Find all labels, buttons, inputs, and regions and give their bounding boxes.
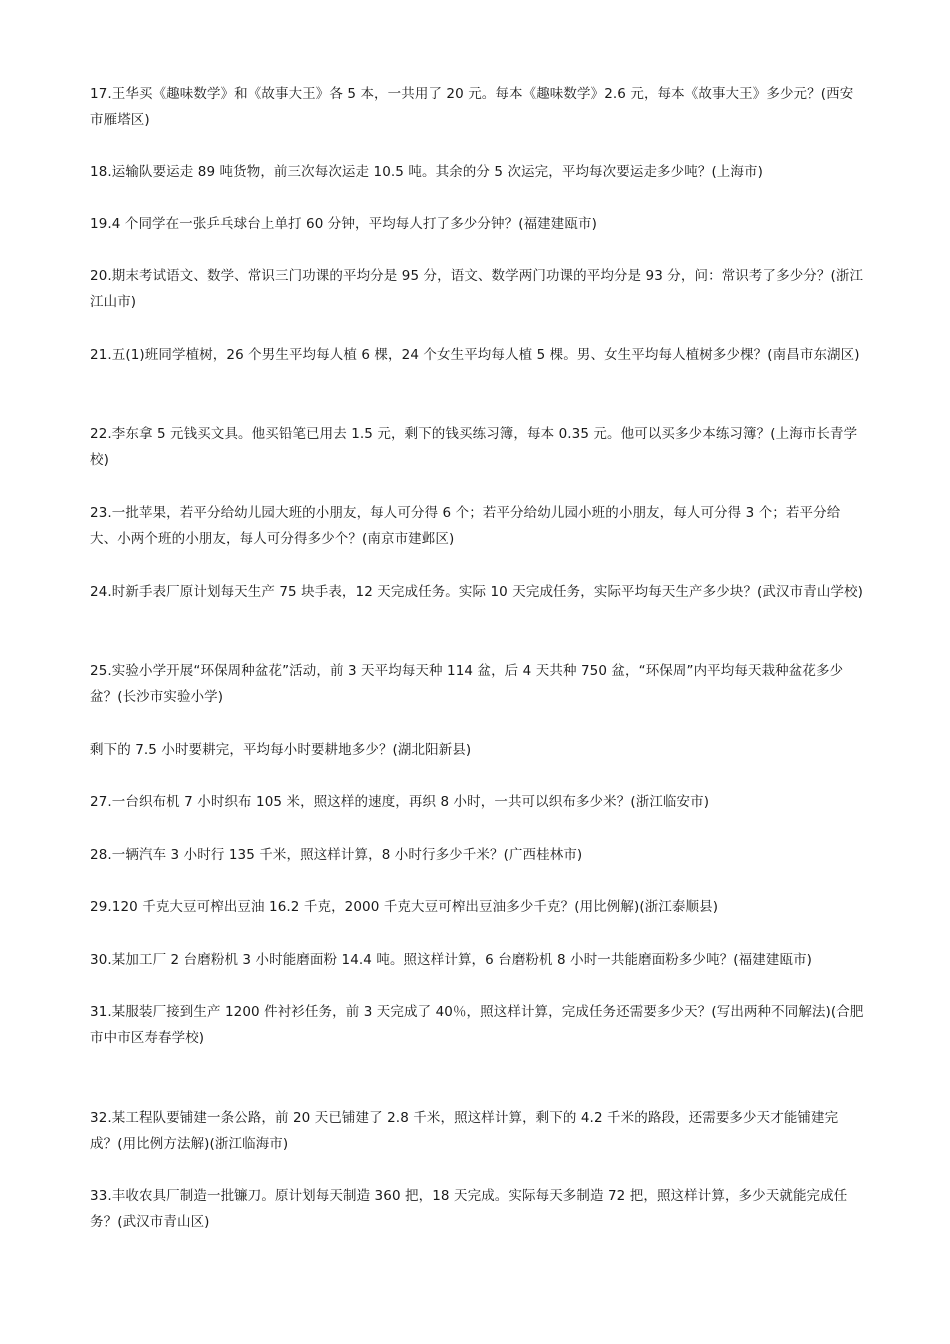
problem-31: 31.某服装厂接到生产 1200 件衬衫任务，前 3 天完成了 40％，照这样计算，完成任务还需要多少天？(写出两种不同解法)(合肥市中市区寿春学校)	[90, 1004, 864, 1046]
problem-23: 23.一批苹果，若平分给幼儿园大班的小朋友，每人可分得 6 个；若平分给幼儿园小班的小朋友，每人可分得 3 个；若平分给大、小两个班的小朋友，每人可分得多少个？(南京市建邺区)	[90, 505, 841, 547]
problem-20: 20.期末考试语文、数学、常识三门功课的平均分是 95 分，语文、数学两门功课的平均分是 93 分，问：常识考了多少分？(浙江江山市)	[90, 268, 864, 310]
problem-29: 29.120 千克大豆可榨出豆油 16.2 千克，2000 千克大豆可榨出豆油多少千克？(用比例解)(浙江泰顺县)	[90, 899, 719, 915]
problem-18: 18.运输队要运走 89 吨货物，前三次每次运走 10.5 吨。其余的分 5 次运完，平均每次要运走多少吨？(上海市)	[90, 164, 763, 180]
problem-19: 19.4 个同学在一张乒乓球台上单打 60 分钟，平均每人打了多少分钟？(福建建瓯市)	[90, 216, 597, 232]
problem-26-fragment: 剩下的 7.5 小时要耕完，平均每小时要耕地多少？(湖北阳新县)	[90, 742, 472, 758]
problem-28: 28.一辆汽车 3 小时行 135 千米，照这样计算，8 小时行多少千米？(广西桂林市)	[90, 847, 583, 863]
problem-33: 33.丰收农具厂制造一批镰刀。原计划每天制造 360 把，18 天完成。实际每天多制造 72 把，照这样计算，多少天就能完成任务？(武汉市青山区)	[90, 1188, 848, 1230]
problem-32: 32.某工程队要铺建一条公路，前 20 天已铺建了 2.8 千米，照这样计算，剩下的 4.2 千米的路段，还需要多少天才能铺建完成？(用比例方法解)(浙江临海市)	[90, 1110, 839, 1152]
problem-25: 25.实验小学开展“环保周种盆花”活动，前 3 天平均每天种 114 盆，后 4 天共种 750 盆，“环保周”内平均每天栽种盆花多少盆？(长沙市实验小学)	[90, 663, 844, 705]
problem-27: 27.一台织布机 7 小时织布 105 米，照这样的速度，再织 8 小时，一共可以织布多少米？(浙江临安市)	[90, 794, 710, 810]
problem-17: 17.王华买《趣味数学》和《故事大王》各 5 本，一共用了 20 元。每本《趣味数学》2.6 元，每本《故事大王》多少元？(西安市雁塔区)	[90, 86, 854, 128]
problem-22: 22.李东拿 5 元钱买文具。他买铅笔已用去 1.5 元，剩下的钱买练习簿，每本 0.35 元。他可以买多少本练习簿？(上海市长青学校)	[90, 426, 858, 468]
problem-30: 30.某加工厂 2 台磨粉机 3 小时能磨面粉 14.4 吨。照这样计算，6 台磨粉机 8 小时一共能磨面粉多少吨？(福建建瓯市)	[90, 952, 813, 968]
problem-21: 21.五(1)班同学植树，26 个男生平均每人植 6 棵，24 个女生平均每人植 5 棵。男、女生平均每人植树多少棵？(南昌市东湖区)	[90, 347, 860, 363]
problem-24: 24.时新手表厂原计划每天生产 75 块手表，12 天完成任务。实际 10 天完成任务，实际平均每天生产多少块？(武汉市青山学校)	[90, 584, 863, 600]
